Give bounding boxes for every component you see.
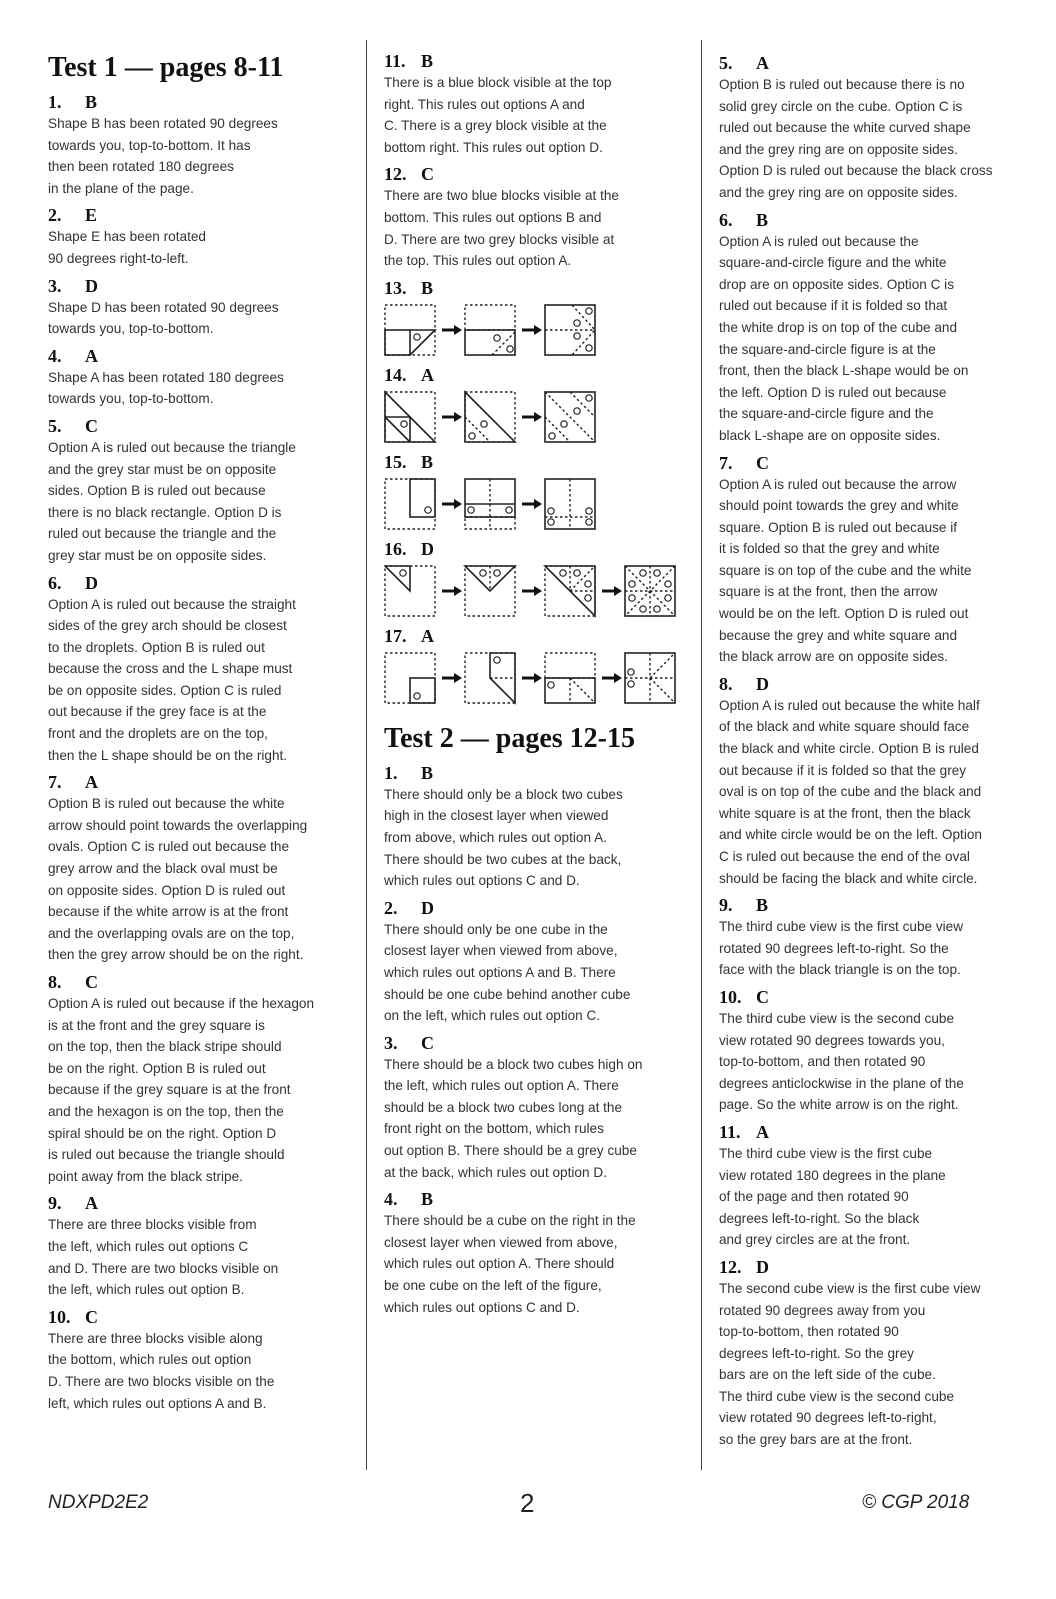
- question-header: [719, 986, 1029, 1008]
- explanation-line: so the grey bars are at the front.: [719, 1432, 913, 1448]
- answer-item: [48, 1306, 353, 1414]
- explanation-line: to the droplets. Option B is ruled out: [48, 639, 265, 655]
- explanation-line: the black arrow are on opposite sides.: [719, 649, 948, 665]
- explanation-line: the square-and-circle figure and the: [719, 406, 934, 422]
- column-3: [719, 52, 1029, 1451]
- explanation-line: because the cross and the L shape must: [48, 661, 293, 677]
- question-header: [48, 204, 353, 226]
- explanation-line: spiral should be on the right. Option D: [48, 1125, 277, 1141]
- explanation-line: and the grey ring are on opposite sides.: [719, 184, 958, 200]
- question-header: [48, 572, 353, 594]
- explanation-line: there is no black rectangle. Option D is: [48, 504, 282, 520]
- explanation-line: Option D is ruled out because the black cross: [719, 163, 993, 179]
- question-number: 6.: [48, 572, 62, 593]
- explanation-line: the black and white circle. Option B is ruled: [719, 741, 979, 757]
- question-header: [48, 345, 353, 367]
- explanation-line: There should only be a block two cubes: [384, 786, 623, 802]
- explanation-line: Shape E has been rotated: [48, 229, 206, 245]
- question-header: [384, 277, 689, 299]
- explanation-line: arrow should point towards the overlapping: [48, 817, 308, 833]
- answer-letter: E: [85, 205, 98, 226]
- answer-letter: D: [85, 572, 98, 593]
- explanation-line: page. So the white arrow is on the right.: [719, 1097, 959, 1113]
- explanation-line: the white drop is on top of the cube and: [719, 319, 958, 335]
- question-header: [48, 275, 353, 297]
- explanation-line: ruled out because if it is folded so that: [719, 298, 948, 314]
- question-number: 8.: [48, 972, 62, 992]
- explanation-line: view rotated 180 degrees in the plane: [719, 1167, 946, 1183]
- column-1: [48, 50, 353, 1414]
- question-number: 14.: [384, 364, 407, 385]
- explanation-line: and the grey star must be on opposite: [48, 461, 277, 477]
- explanation-line: front and the droplets are on the top,: [48, 726, 268, 742]
- explanation-line: degrees anticlockwise in the plane of the: [719, 1075, 964, 1091]
- explanation-line: from above, which rules out option A.: [384, 829, 607, 845]
- explanation-line: D. There are two grey blocks visible at: [384, 231, 615, 247]
- explanation-line: There are three blocks visible from: [48, 1217, 257, 1233]
- explanation-line: Option B is ruled out because the white: [48, 796, 285, 812]
- explanation-line: face with the black triangle is on the top.: [719, 962, 961, 978]
- answer-item: [48, 572, 353, 767]
- question-number: 11.: [384, 51, 406, 71]
- explanation-line: because the grey and white square and: [719, 627, 958, 643]
- answer-letter: A: [85, 1193, 98, 1214]
- explanation-line: closest layer when viewed from above,: [384, 1234, 618, 1250]
- column-divider: [701, 40, 702, 1470]
- explanation-line: bottom. This rules out options B and: [384, 209, 602, 225]
- explanation-line: ovals. Option C is ruled out because the: [48, 839, 290, 855]
- answer-letter: D: [421, 897, 434, 918]
- answer-item: [384, 1188, 689, 1318]
- answer-item: [719, 452, 1029, 668]
- explanation-line: then the grey arrow should be on the right.: [48, 947, 304, 963]
- explanation-line: The second cube view is the first cube view: [719, 1280, 981, 1296]
- explanation-line: Shape D has been rotated 90 degrees: [48, 299, 279, 315]
- explanation-line: and D. There are two blocks visible on: [48, 1260, 279, 1276]
- answer-item: [384, 364, 689, 446]
- explanation-line: at the back, which rules out option D.: [384, 1164, 607, 1180]
- explanation-line: and the hexagon is on the top, then the: [48, 1103, 284, 1119]
- answer-item: [384, 50, 689, 158]
- explanation-line: would be on the left. Option D is ruled out: [719, 606, 969, 622]
- explanation-line: and grey circles are at the front.: [719, 1232, 911, 1248]
- answer-item: [384, 625, 689, 707]
- question-header: [48, 415, 353, 437]
- explanation-line: oval is on top of the cube and the black and: [719, 784, 982, 800]
- explanation-line: 90 degrees right-to-left.: [48, 250, 189, 266]
- answer-letter: D: [756, 1256, 769, 1277]
- explanation-line: of the page and then rotated 90: [719, 1189, 909, 1205]
- explanation-line: is at the front and the grey square is: [48, 1017, 265, 1033]
- answer-item: [48, 275, 353, 340]
- question-header: [719, 452, 1029, 474]
- explanation-line: out because if the grey face is at the: [48, 704, 267, 720]
- answer-letter: C: [756, 986, 769, 1007]
- answer-letter: A: [756, 53, 769, 73]
- explanation-line: out because if it is folded so that the grey: [719, 762, 967, 778]
- answer-letter: C: [421, 1032, 434, 1053]
- explanation-line: There are two blue blocks visible at the: [384, 188, 619, 204]
- answer-letter: B: [421, 1189, 434, 1210]
- explanation-line: ruled out because the triangle and the: [48, 526, 277, 542]
- explanation-line: the left, which rules out option B.: [48, 1282, 245, 1298]
- answer-letter: A: [756, 1121, 769, 1142]
- question-header: [384, 163, 689, 185]
- explanation-line: right. This rules out options A and: [384, 96, 585, 112]
- explanation-line: is ruled out because the triangle should: [48, 1147, 285, 1163]
- answer-letter: C: [85, 415, 98, 436]
- question-header: [48, 1192, 353, 1214]
- question-number: 4.: [384, 1189, 398, 1210]
- answer-item: [384, 451, 689, 533]
- answer-item: [719, 894, 1029, 981]
- explanation-line: D. There are two blocks visible on the: [48, 1373, 275, 1389]
- explanation-line: the bottom, which rules out option: [48, 1352, 252, 1368]
- explanation-line: be on the right. Option B is ruled out: [48, 1060, 266, 1076]
- explanation-line: There should be a cube on the right in the: [384, 1213, 636, 1229]
- explanation-line: Option A is ruled out because the: [719, 233, 919, 249]
- question-number: 4.: [48, 345, 62, 366]
- answer-letter: B: [756, 209, 769, 230]
- explanation-line: top-to-bottom, then rotated 90: [719, 1324, 899, 1340]
- answer-letter: C: [421, 164, 434, 185]
- explanation-line: should be a block two cubes long at the: [384, 1099, 623, 1115]
- explanation-line: solid grey circle on the cube. Option C is: [719, 98, 963, 114]
- answer-item: [384, 897, 689, 1027]
- explanation-line: There are three blocks visible along: [48, 1330, 263, 1346]
- question-number: 10.: [719, 986, 742, 1007]
- question-number: 12.: [384, 164, 407, 185]
- explanation-line: The third cube view is the first cube: [719, 1145, 933, 1161]
- question-number: 17.: [384, 625, 407, 646]
- explanation-line: degrees left-to-right. So the black: [719, 1210, 920, 1226]
- explanation-line: degrees left-to-right. So the grey: [719, 1345, 914, 1361]
- explanation-line: sides. Option B is ruled out because: [48, 483, 266, 499]
- question-number: 12.: [719, 1256, 742, 1277]
- question-header: [48, 971, 353, 993]
- question-header: [719, 1121, 1029, 1143]
- explanation-line: square. Option B is ruled out because if: [719, 519, 958, 535]
- explanation-line: and the overlapping ovals are on the top,: [48, 925, 295, 941]
- explanation-line: C is ruled out because the end of the oval: [719, 849, 970, 864]
- explanation-line: of the black and white square should face: [719, 719, 970, 735]
- answer-letter: B: [421, 451, 434, 472]
- question-number: 2.: [384, 897, 398, 918]
- question-number: 8.: [719, 673, 733, 694]
- question-header: [384, 364, 689, 386]
- explanation-line: rotated 90 degrees away from you: [719, 1302, 926, 1318]
- explanation-line: which rules out options C and D.: [384, 873, 580, 889]
- explanation-line: There should be a block two cubes high on: [384, 1056, 643, 1072]
- explanation-line: then been rotated 180 degrees: [48, 159, 234, 175]
- explanation-line: Option B is ruled out because there is no: [719, 77, 965, 92]
- explanation-line: it is folded so that the grey and white: [719, 541, 940, 557]
- question-number: 16.: [384, 538, 407, 559]
- question-number: 1.: [48, 92, 62, 112]
- answer-letter: A: [85, 772, 98, 793]
- question-number: 13.: [384, 277, 407, 298]
- question-header: [384, 451, 689, 473]
- explanation-line: Option A is ruled out because the arrow: [719, 476, 957, 492]
- explanation-line: on the left, which rules out option C.: [384, 1008, 601, 1024]
- question-header: [719, 894, 1029, 916]
- explanation-line: ruled out because the white curved shape: [719, 120, 971, 136]
- explanation-line: closest layer when viewed from above,: [384, 943, 618, 959]
- question-number: 2.: [48, 205, 62, 226]
- paper-folding-diagram: [384, 390, 609, 446]
- explanation-line: which rules out options A and B. There: [384, 964, 616, 980]
- explanation-line: sides of the grey arch should be closest: [48, 618, 287, 634]
- explanation-line: view rotated 90 degrees left-to-right,: [719, 1410, 937, 1426]
- explanation-line: The third cube view is the second cube: [719, 1010, 955, 1026]
- question-header: [48, 91, 353, 113]
- answer-item: [48, 345, 353, 410]
- answer-item: [384, 538, 689, 620]
- explanation-line: Option A is ruled out because the white half: [719, 697, 980, 713]
- explanation-line: left, which rules out options A and B.: [48, 1395, 267, 1411]
- section-title-test-2: Test 2 — pages 12-15: [384, 722, 635, 754]
- answer-item: [384, 163, 689, 271]
- explanation-line: top-to-bottom, and then rotated 90: [719, 1054, 926, 1070]
- answer-item: [48, 415, 353, 567]
- paper-folding-diagram: [384, 477, 609, 533]
- explanation-line: There should only be one cube in the: [384, 921, 608, 937]
- explanation-line: square is at the front, then the arrow: [719, 584, 938, 600]
- section-title-test-1: Test 1 — pages 8-11: [48, 52, 284, 83]
- answer-item: [48, 971, 353, 1187]
- explanation-line: on opposite sides. Option D is ruled out: [48, 882, 286, 898]
- explanation-line: black L-shape are on opposite sides.: [719, 427, 941, 443]
- explanation-line: then the L shape should be on the right.: [48, 747, 288, 763]
- explanation-line: out option B. There should be a grey cube: [384, 1143, 637, 1159]
- explanation-line: rotated 90 degrees left-to-right. So the: [719, 940, 949, 956]
- question-number: 5.: [48, 415, 62, 436]
- question-header: [719, 1256, 1029, 1278]
- answer-item: [384, 1032, 689, 1184]
- explanation-line: be one cube on the left of the figure,: [384, 1278, 602, 1294]
- page-number: 2: [520, 1488, 535, 1518]
- explanation-line: the left, which rules out option A. There: [384, 1078, 619, 1094]
- explanation-line: towards you, top-to-bottom.: [48, 321, 214, 337]
- question-number: 6.: [719, 209, 733, 230]
- question-number: 3.: [384, 1032, 398, 1053]
- explanation-line: because if the white arrow is at the front: [48, 904, 289, 920]
- explanation-line: Option A is ruled out because the straight: [48, 596, 296, 612]
- answer-item: [719, 673, 1029, 889]
- explanation-line: in the plane of the page.: [48, 180, 194, 196]
- explanation-line: bars are on the left side of the cube.: [719, 1367, 936, 1383]
- question-header: [384, 50, 689, 72]
- answer-letter: C: [756, 452, 769, 473]
- explanation-line: point away from the black stripe.: [48, 1168, 243, 1184]
- question-header: [719, 673, 1029, 695]
- explanation-line: drop are on opposite sides. Option C is: [719, 276, 955, 292]
- answer-letter: B: [421, 51, 434, 71]
- paper-folding-diagram: [384, 564, 684, 620]
- question-number: 5.: [719, 53, 733, 73]
- answer-letter: B: [421, 277, 434, 298]
- explanation-line: Option A is ruled out because if the hexagon: [48, 996, 315, 1011]
- explanation-line: The third cube view is the second cube: [719, 1388, 955, 1404]
- question-header: [384, 762, 689, 784]
- explanation-line: towards you, top-to-bottom.: [48, 391, 214, 407]
- explanation-line: square-and-circle figure and the white: [719, 255, 947, 271]
- question-number: 9.: [719, 895, 733, 916]
- question-header: [384, 538, 689, 560]
- explanation-line: on the top, then the black stripe should: [48, 1039, 282, 1055]
- question-number: 1.: [384, 762, 398, 783]
- question-header: [384, 625, 689, 647]
- explanation-line: bottom right. This rules out option D.: [384, 139, 603, 155]
- answer-item: [384, 277, 689, 359]
- paper-folding-diagram: [384, 651, 684, 707]
- column-divider: [366, 40, 367, 1470]
- question-number: 10.: [48, 1306, 71, 1327]
- question-header: [719, 209, 1029, 231]
- explanation-line: grey arrow and the black oval must be: [48, 861, 278, 877]
- question-header: [48, 1306, 353, 1328]
- explanation-line: There is a blue block visible at the top: [384, 75, 612, 90]
- explanation-line: be on opposite sides. Option C is ruled: [48, 682, 282, 698]
- explanation-line: and white circle would be on the left. Option: [719, 827, 982, 843]
- explanation-line: should be facing the black and white circle.: [719, 870, 978, 886]
- explanation-line: the left, which rules out options C: [48, 1238, 249, 1254]
- question-header: [719, 52, 1029, 74]
- answer-letter: C: [85, 1306, 98, 1327]
- question-header: [384, 897, 689, 919]
- explanation-line: Shape A has been rotated 180 degrees: [48, 369, 284, 385]
- question-number: 7.: [719, 452, 733, 473]
- answer-item: [384, 762, 689, 892]
- answer-letter: B: [756, 895, 769, 916]
- explanation-line: white square is at the front, then the black: [719, 805, 971, 821]
- explanation-line: Shape B has been rotated 90 degrees: [48, 116, 278, 131]
- explanation-line: should be one cube behind another cube: [384, 986, 631, 1002]
- explanation-line: towards you, top-to-bottom. It has: [48, 137, 251, 153]
- answer-letter: A: [85, 345, 98, 366]
- explanation-line: because if the grey square is at the front: [48, 1082, 291, 1098]
- footer-copyright: © CGP 2018: [862, 1492, 970, 1513]
- answer-letter: B: [421, 762, 434, 783]
- answer-letter: A: [421, 625, 434, 646]
- answer-item: [719, 986, 1029, 1116]
- question-header: [48, 771, 353, 793]
- explanation-line: There should be two cubes at the back,: [384, 851, 622, 867]
- explanation-line: C. There is a grey block visible at the: [384, 118, 607, 134]
- question-number: 7.: [48, 772, 62, 793]
- question-header: [384, 1188, 689, 1210]
- explanation-line: front, then the black L-shape would be on: [719, 363, 969, 379]
- explanation-line: the top. This rules out option A.: [384, 253, 572, 269]
- explanation-line: which rules out option A. There should: [384, 1256, 615, 1272]
- answer-item: [48, 771, 353, 966]
- explanation-line: square is on top of the cube and the white: [719, 562, 972, 578]
- explanation-line: front right on the bottom, which rules: [384, 1121, 604, 1137]
- question-number: 11.: [719, 1121, 741, 1142]
- explanation-line: and the grey ring are on opposite sides.: [719, 141, 958, 157]
- answer-item: [48, 91, 353, 199]
- explanation-line: Option A is ruled out because the triangle: [48, 439, 296, 455]
- column-2: [384, 50, 689, 1318]
- footer-code: NDXPD2E2: [48, 1492, 149, 1513]
- question-number: 9.: [48, 1193, 62, 1214]
- answer-item: [719, 1121, 1029, 1251]
- answer-letter: A: [421, 364, 434, 385]
- explanation-line: should point towards the grey and white: [719, 498, 959, 514]
- answer-item: [719, 209, 1029, 447]
- answer-item: [48, 204, 353, 269]
- question-header: [384, 1032, 689, 1054]
- explanation-line: the square-and-circle figure is at the: [719, 341, 936, 357]
- question-number: 15.: [384, 451, 407, 472]
- answer-letter: D: [85, 275, 98, 296]
- explanation-line: high in the closest layer when viewed: [384, 808, 609, 824]
- answer-letter: D: [421, 538, 434, 559]
- question-number: 3.: [48, 275, 62, 296]
- answer-letter: D: [756, 673, 769, 694]
- answer-letter: C: [85, 972, 98, 992]
- explanation-line: which rules out options C and D.: [384, 1299, 580, 1315]
- answer-item: [719, 1256, 1029, 1451]
- answer-letter: B: [85, 92, 98, 112]
- paper-folding-diagram: [384, 303, 609, 359]
- explanation-line: the left. Option D is ruled out because: [719, 384, 947, 400]
- explanation-line: grey star must be on opposite sides.: [48, 547, 267, 563]
- explanation-line: view rotated 90 degrees towards you,: [719, 1032, 945, 1048]
- answer-item: [48, 1192, 353, 1300]
- answer-item: [719, 52, 1029, 204]
- explanation-line: The third cube view is the first cube view: [719, 919, 964, 935]
